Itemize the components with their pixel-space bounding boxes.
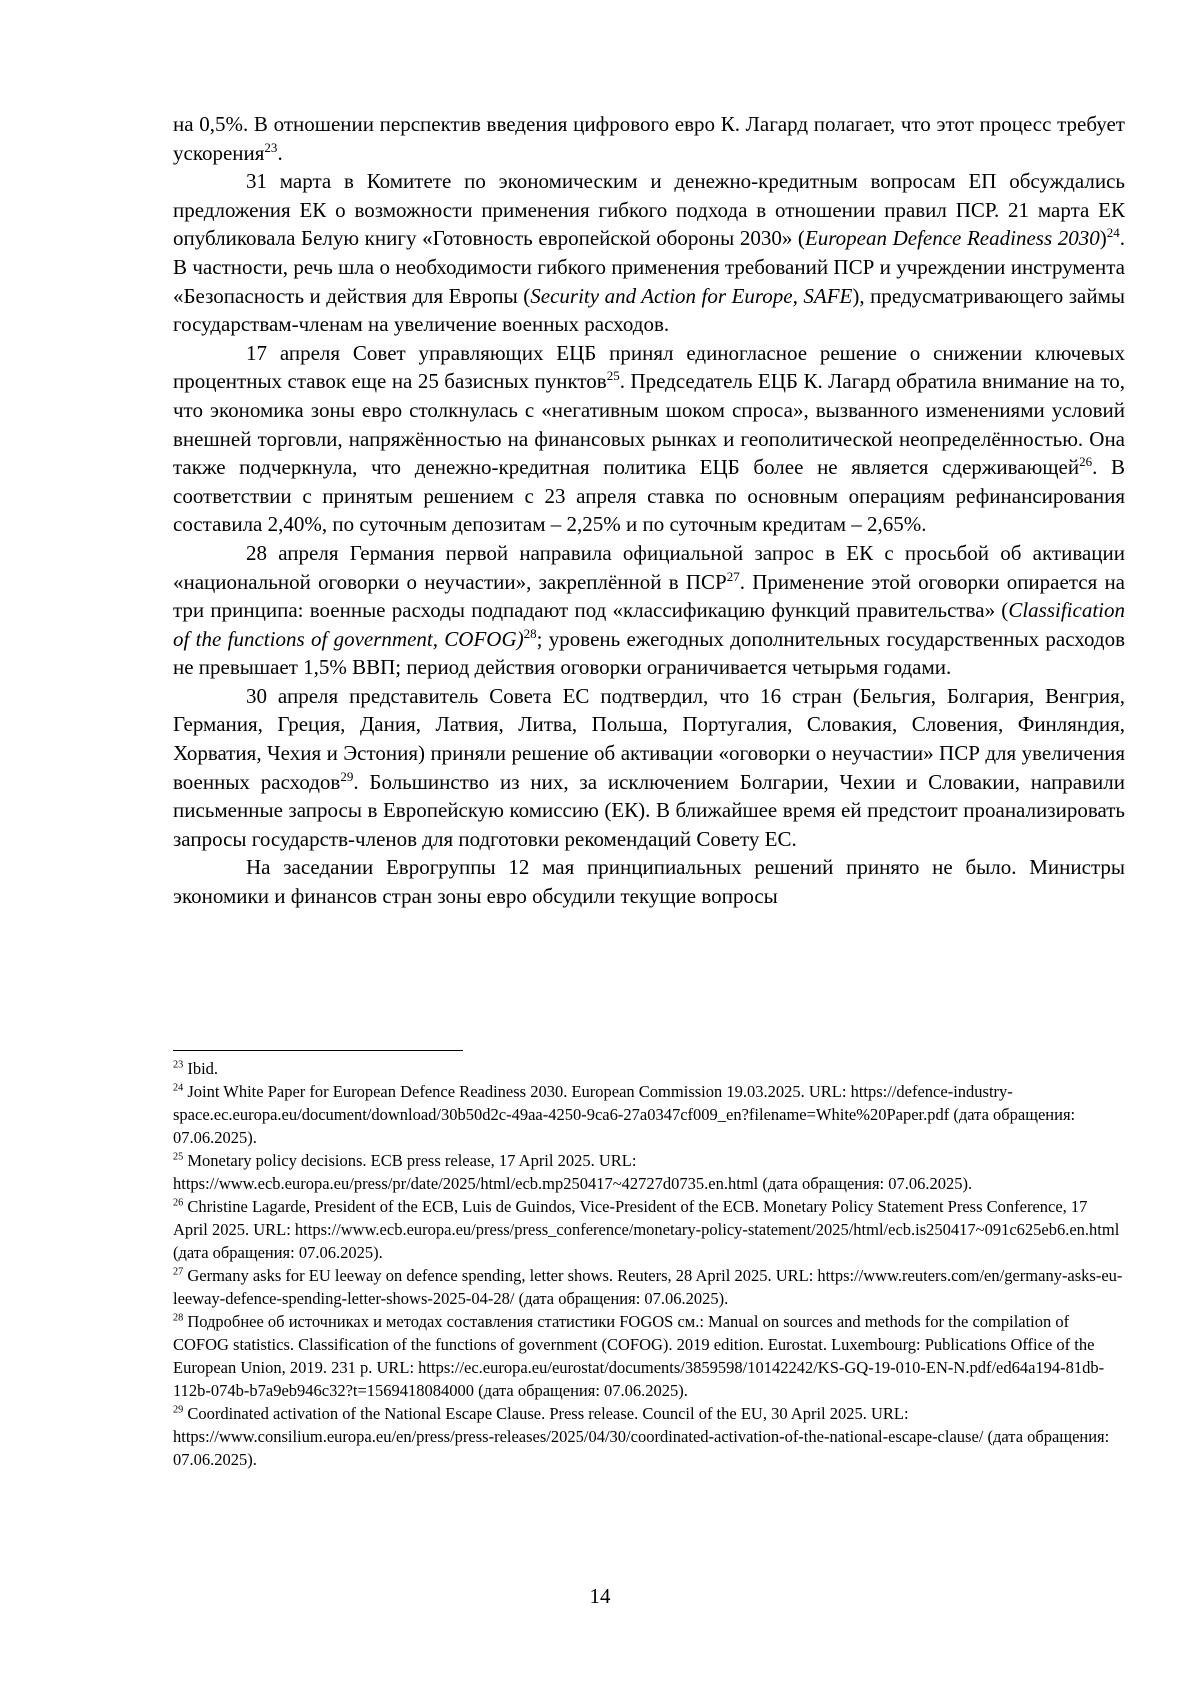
footnote-ref-24[interactable]: 24 xyxy=(1106,225,1120,241)
footnote-ref-28[interactable]: 28 xyxy=(523,625,537,641)
main-text xyxy=(173,110,1125,911)
footnote-29: $^{29}$ Coordinated activation of the National Escape Clause. Press release. Council of the EU, 30 April 2025. URL: https://www.consilium.europa.eu/en/press/press-releases/2025/04/30/coordinated-activation-of-the-national-escape-clause/ (дата обращения: 07.06.2025). xyxy=(173,1404,1110,1469)
paragraph-3: 17 апреля Совет управляющих ЕЦБ принял единогласное решение о снижении ключевых процентных ставок еще на 25 базисных пунктов$^{25}$. Председатель ЕЦБ К. Лагард обратила внимание на то, что экономика зоны евро столкнулась с «негативным шоком спроса», вызванного изменениями условий внешней торговли, напряжённостью на финансовых рынках и геополитической неопределённостью. Она также подчеркнула, что денежно-кредитная политика ЕЦБ более не является сдерживающей$^{26}$. В соответствии с принятым решением с 23 апреля ставка по основным операциям рефинансирования составила 2,40%, по суточным депозитам – 2,25% и по суточным кредитам – 2,65%. xyxy=(173,340,1125,537)
page-number: 14 xyxy=(589,1584,611,1608)
paragraph-2: 31 марта в Комитете по экономическим и денежно-кредитным вопросам ЕП обсуждались предложения ЕК о возможности применения гибкого подхода в отношении правил ПСР. 21 марта ЕК опубликовала Белую книгу «Готовность европейской обороны 2030» (European Defence Readiness 2030)$^{24}$. В частности, речь шла о необходимости гибкого применения требований ПСР и учреждении инструмента «Безопасность и действия для Европы (Security and Action for Europe, SAFE), предусматривающего займы государствам-членам на увеличение военных расходов. xyxy=(173,169,1125,337)
footnote-25: $^{25}$ Monetary policy decisions. ECB press release, 17 April 2025. URL: https://www.ecb.europa.eu/press/pr/date/2025/html/ecb.mp250417~42727d0735.en.html (дата обращения: 07.06.2025). xyxy=(173,1151,973,1193)
paragraph-1: на 0,5%. В отношении перспектив введения цифрового евро К. Лагард полагает, что этот процесс требует ускорения$^{23}$. xyxy=(173,112,1125,165)
footnote-ref-25[interactable]: 25 xyxy=(606,368,620,384)
paragraph-6: На заседании Еврогруппы 12 мая принципиальных решений принято не было. Министры экономики и финансов стран зоны евро обсудили текущие вопросы xyxy=(173,855,1125,909)
footnote-ref-23[interactable]: 23 xyxy=(264,139,278,155)
footnote-ref-27[interactable]: 27 xyxy=(726,568,740,584)
footnote-27: $^{27}$ Germany asks for EU leeway on defence spending, letter shows. Reuters, 28 April 2025. URL: https://www.reuters.com/en/germany-asks-eu-leeway-defence-spending-letter-shows-2025-04-28/ (дата обращения: 07.06.2025). xyxy=(173,1266,1123,1308)
footnote-26: $^{26}$ Christine Lagarde, President of the ECB, Luis de Guindos, Vice-President of the ECB. Monetary Policy Statement Press Conference, 17 April 2025. URL: https://www.ecb.europa.eu/press/press_conference/monetary-policy-statement/2025/html/ecb.is250417~091c625eb6.en.html (дата обращения: 07.06.2025). xyxy=(173,1197,1120,1262)
footnote-28: $^{28}$ Подробнее об источниках и методах составления статистики FOGOS см.: Manual on sources and methods for the compilation of COFOG statistics. Classification of the functions of government (COFOG). 2019 edition. Eurostat. Luxembourg: Publications Office of the European Union, 2019. 231 p. URL: https://ec.europa.eu/eurostat/documents/3859598/10142242/KS-GQ-19-010-EN-N.pdf/ed64a194-81db-112b-074b-b7a9eb946c32?t=1569418084000 (дата обращения: 07.06.2025). xyxy=(173,1312,1105,1400)
footnotes xyxy=(173,1057,1125,1471)
paragraph-5: 30 апреля представитель Совета ЕС подтвердил, что 16 стран (Бельгия, Болгария, Венгрия, Германия, Греция, Дания, Латвия, Литва, Польша, Португалия, Словакия, Словения, Финляндия, Хорватия, Чехия и Эстония) приняли решение об активации «оговорки о неучастии» ПСР для увеличения военных расходов$^{29}$. Большинство из них, за исключением Болгарии, Чехии и Словакии, направили письменные запросы в Европейскую комиссию (ЕК). В ближайшее время ей предстоит проанализировать запросы государств-членов для подготовки рекомендаций Совету ЕС. xyxy=(173,683,1125,851)
paragraph-4: 28 апреля Германия первой направила официальной запрос в ЕК с просьбой об активации «национальной оговорки о неучастии», закреплённой в ПСР$^{27}$. Применение этой оговорки опирается на три принципа: военные расходы подпадают под «классификацию функций правительства» (Classification of the functions of government, COFOG)$^{28}$; уровень ежегодных дополнительных государственных расходов не превышает 1,5% ВВП; период действия оговорки ограничивается четырьмя годами. xyxy=(173,540,1126,680)
footnote-23: $^{23}$ Ibid. xyxy=(173,1059,219,1078)
footnote-24: $^{24}$ Joint White Paper for European Defence Readiness 2030. European Commission 19.03.2025. URL: https://defence-industry-space.ec.europa.eu/document/download/30b50d2c-49aa-4250-9ca6-27a0347cf009_en?filename=White%20Paper.pdf (дата обращения: 07.06.2025). xyxy=(173,1082,1076,1147)
footnote-separator xyxy=(173,1050,463,1051)
footnote-ref-26[interactable]: 26 xyxy=(1079,454,1093,470)
footnote-ref-29[interactable]: 29 xyxy=(340,768,354,784)
